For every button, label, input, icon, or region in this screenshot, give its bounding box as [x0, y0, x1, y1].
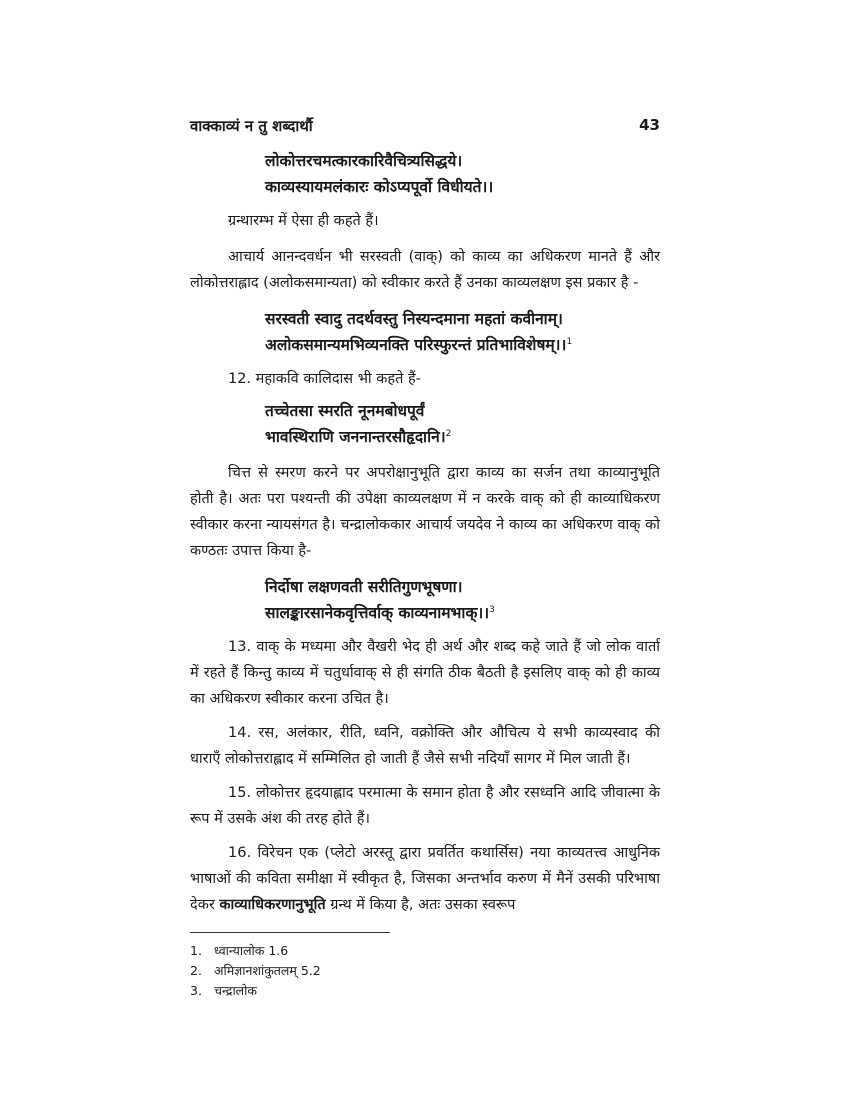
page-header	[190, 112, 660, 142]
footnote-number: 3.	[190, 983, 202, 998]
verse-block-2	[265, 306, 660, 358]
footnote-item	[190, 941, 660, 961]
footnote-number: 2.	[190, 963, 202, 978]
paragraph-text: 16. विरेचन एक (प्लेटो अरस्तू द्वारा प्रवर्तित कथार्सिस) नया काव्यतत्त्व आधुनिक भाषाओं की कविता समीक्षा में स्वीकृत है, जिसका अन्तर्भाव करुण में मैनें उसकी परिभाषा देकर	[190, 845, 660, 913]
footnotes	[190, 941, 660, 1001]
footnote-item	[190, 961, 660, 981]
footnote-marker: 3	[489, 604, 495, 615]
verse-line: काव्यस्यायमलंकारः कोऽप्यपूर्वो विधीयते।।	[265, 178, 494, 196]
verse-line: लोकोत्तरचमत्कारकारिवैचित्र्यसिद्धये।	[265, 152, 463, 170]
footnote-marker: 2	[445, 428, 452, 439]
footnote-item	[190, 981, 660, 1001]
paragraph: 14. रस, अलंकार, रीति, ध्वनि, वक्रोक्ति और औचित्य ये सभी काव्यस्वाद की धाराएँ लोकोत्तराह्लाद में सम्मिलित हो जाती हैं जैसे सभी नदियाँ सागर में मिल जाती हैं।	[190, 725, 660, 767]
footnote-number: 1.	[190, 943, 202, 958]
verse-line-with-footnote	[265, 600, 660, 626]
paragraph	[190, 840, 660, 918]
verse-line: निर्दोषा लक्षणवती सरीतिगुणभूषणा।	[265, 578, 463, 596]
book-title: काव्याधिकरणानुभूति	[219, 897, 326, 913]
page-number: 43	[639, 116, 660, 134]
paragraph-text: ग्रन्थ में किया है, अतः उसका स्वरूप	[330, 897, 516, 913]
page-content	[190, 112, 660, 1001]
verse-block-1	[265, 148, 660, 200]
verse-line-with-footnote	[265, 424, 660, 450]
footnote-marker: 1	[566, 336, 573, 347]
verse-line-with-footnote	[265, 332, 660, 358]
footnote-text: चन्द्रालोक	[214, 983, 257, 998]
verse-line-text: भावस्थिराणि जननान्तरसौहृदानि।	[265, 428, 446, 446]
paragraph: ग्रन्थारम्भ में ऐसा ही कहते हैं।	[228, 213, 379, 229]
verse-line-text: सालङ्कारसानेकवृत्तिर्वाक् काव्यनामभाक्।।	[265, 604, 490, 622]
verse-block-4	[265, 574, 660, 626]
paragraph: 12. महाकवि कालिदास भी कहते हैं-	[228, 371, 421, 387]
footnote-divider	[190, 932, 390, 933]
running-title: वाक्काव्यं न तु शब्दार्थौ	[190, 117, 313, 135]
paragraph: चित्त से स्मरण करने पर अपरोक्षानुभूति द्वारा काव्य का सर्जन तथा काव्यानुभूति होती है। अतः परा पश्यन्ती की उपेक्षा काव्यलक्षण में न करके वाक् को ही काव्याधिकरण स्वीकार करना न्यायसंगत है। चन्द्रालोककार आचार्य जयदेव ने काव्य का अधिकरण वाक् को कण्ठतः उपात्त किया है-	[190, 465, 660, 559]
footnote-text: अमिज्ञानशांकुतलम् 5.2	[214, 963, 321, 978]
footnote-text: ध्वान्यालोक 1.6	[214, 943, 289, 958]
verse-line: तच्चेतसा स्मरति नूनमबोधपूर्वं	[265, 402, 425, 420]
verse-line-text: अलोकसमान्यमभिव्यनक्ति परिस्फुरन्तं प्रतिभाविशेषम्।।	[265, 336, 567, 354]
paragraph: 13. वाक् के मध्यमा और वैखरी भेद ही अर्थ और शब्द कहे जाते हैं जो लोक वार्ता में रहते हैं किन्तु काव्य में चतुर्धावाक् से ही संगति ठीक बैठती है इसलिए वाक् को ही काव्य का अधिकरण स्वीकार करना उचित है।	[190, 639, 660, 707]
paragraph: 15. लोकोत्तर हृदयाह्लाद परमात्मा के समान होता है और रसध्वनि आदि जीवात्मा के रूप में उसके अंश की तरह होते हैं।	[190, 785, 660, 827]
paragraph: आचार्य आनन्दवर्धन भी सरस्वती (वाक्) को काव्य का अधिकरण मानते हैं और लोकोत्तराह्लाद (अलोकसमान्यता) को स्वीकार करते हैं उनका काव्यलक्षण इस प्रकार है -	[190, 249, 660, 291]
verse-block-3	[265, 398, 660, 450]
verse-line: सरस्वती स्वादु तदर्थवस्तु निस्यन्दमाना महतां कवीनाम्।	[265, 310, 563, 328]
